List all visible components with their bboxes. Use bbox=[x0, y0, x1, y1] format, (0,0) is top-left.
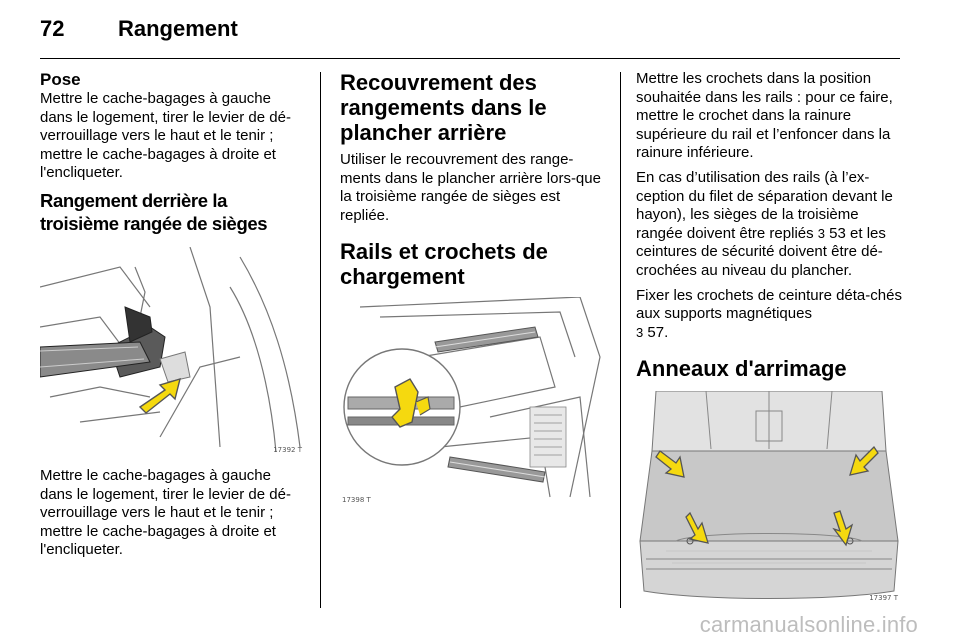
pose-heading: Pose bbox=[40, 70, 81, 89]
header-rule bbox=[40, 58, 900, 59]
rails-warning-part-1: En cas d’utilisation des rails (à l’ex-ception du filet de séparation devant le hayon), les sièges de la troisième rangée doivent être repliés bbox=[636, 168, 893, 242]
watermark: carmanualsonline.info bbox=[699, 612, 918, 637]
rails-warning-part-2: 53 et les ceintures de sécurité doivent être dé-crochées au niveau du plancher. bbox=[636, 224, 886, 279]
reference-arrow-icon[interactable]: 3 bbox=[817, 225, 826, 241]
column-divider-2 bbox=[620, 72, 621, 608]
hooks-text: Mettre les crochets dans la position souhaitée dans les rails : pour ce faire, mettre le crochet dans la rainure supérieure du rail et l’enfoncer dans la rainure inférieure. bbox=[636, 70, 893, 162]
cargo-cover-illustration bbox=[40, 247, 306, 457]
figure-cargo-cover-storage bbox=[40, 247, 306, 457]
column-divider-1 bbox=[320, 72, 321, 608]
belt-hooks-part-1: Fixer les crochets de ceinture déta-chés aux supports magnétiques bbox=[636, 286, 902, 323]
figure-id: 17397 T bbox=[869, 594, 898, 603]
figure-id: 17392 T bbox=[273, 445, 302, 454]
column-3 bbox=[636, 70, 904, 615]
heading-recouvrement: Recouvrement des rangements dans le plancher arrière bbox=[340, 70, 547, 145]
figure-id: 17398 T bbox=[342, 496, 371, 505]
section-heading-rangement: Rangement derrière la troisième rangée de sièges bbox=[40, 189, 268, 234]
figure-tie-down-rings bbox=[636, 391, 902, 605]
reference-arrow-icon[interactable]: 3 bbox=[636, 324, 644, 340]
cargo-cover-text: Mettre le cache-bagages à gauche dans le logement, tirer le levier de dé-verrouillage vers le haut et le tenir ; mettre le cache-bagages à droite et l'encliqueter. bbox=[40, 466, 291, 559]
heading-anneaux: Anneaux d'arrimage bbox=[636, 356, 847, 382]
rails-warning-text bbox=[636, 169, 904, 281]
belt-hooks-text bbox=[636, 287, 904, 343]
page-title: Rangement bbox=[118, 16, 238, 41]
tie-down-rings-illustration bbox=[636, 391, 902, 605]
pose-text: Mettre le cache-bagages à gauche dans le logement, tirer le levier de dé-verrouillage vers le haut et le tenir ; mettre le cache-bagages à droite et l'encliqueter. bbox=[40, 90, 291, 182]
rails-hooks-illustration bbox=[340, 297, 604, 507]
page-number: 72 bbox=[40, 16, 65, 41]
belt-hooks-part-2: 57. bbox=[643, 323, 669, 341]
column-1 bbox=[40, 70, 306, 566]
recouvrement-text: Utiliser le recouvrement des range-ments dans le plancher arrière lors-que la troisième rangée de sièges est repliée. bbox=[340, 151, 601, 224]
heading-rails: Rails et crochets de chargement bbox=[340, 239, 548, 290]
figure-rails-hooks bbox=[340, 297, 604, 507]
column-2 bbox=[340, 70, 606, 517]
